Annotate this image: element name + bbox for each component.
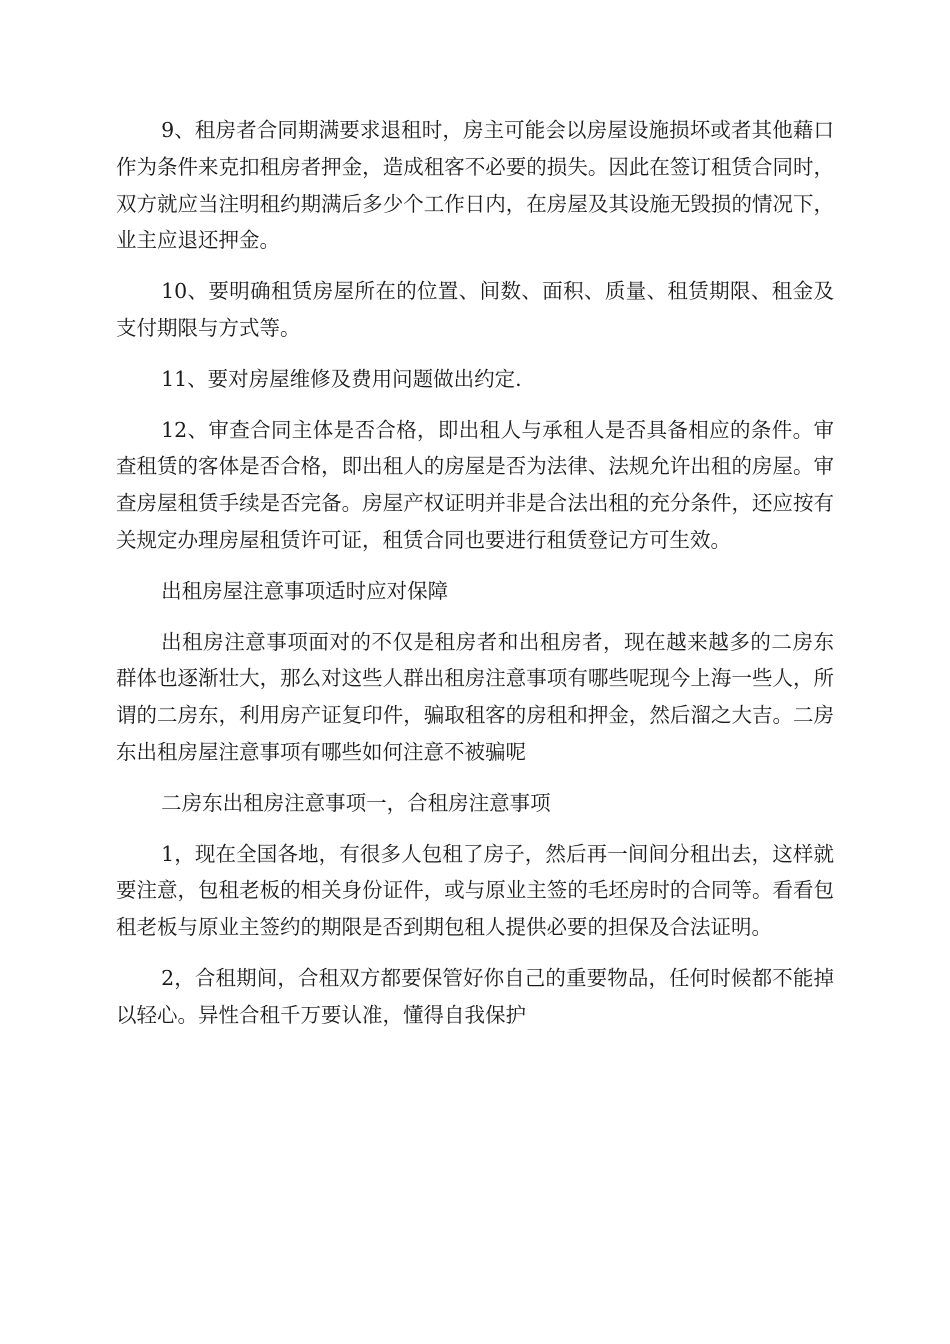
- paragraph-item-12-review: 12、审查合同主体是否合格，即出租人与承租人是否具备相应的条件。审查租赁的客体是否合格，即出租人的房屋是否为法律、法规允许出租的房屋。审查房屋租赁手续是否完备。房屋产权证明并非是合法出租的充分条件，还应按有关规定办理房屋租赁许可证，租赁合同也要进行租赁登记方可生效。: [116, 417, 834, 552]
- paragraph-sublandlord-intro: 出租房注意事项面对的不仅是租房者和出租房者，现在越来越多的二房东群体也逐渐壮大，那么对这些人群出租房注意事项有哪些呢现今上海一些人，所谓的二房东，利用房产证复印件，骗取租客的房租和押金，然后溜之大吉。二房东出租房屋注意事项有哪些如何注意不被骗呢: [116, 629, 834, 764]
- paragraph-item-11-repairs: 11、要对房屋维修及费用问题做出约定.: [161, 366, 522, 391]
- document-body: [116, 112, 834, 1048]
- paragraph-item-10-details: 10、要明确租赁房屋所在的位置、间数、面积、质量、租赁期限、租金及支付期限与方式等。: [116, 279, 834, 340]
- paragraph-point-1: 1，现在全国各地，有很多人包租了房子，然后再一间间分租出去，这样就要注意，包租老板的相关身份证件，或与原业主签的毛坯房时的合同等。看看包租老板与原业主签约的期限是否到期包租人提供必要的担保及合法证明。: [116, 841, 834, 940]
- paragraph-point-2: 2，合租期间，合租双方都要保管好你自己的重要物品，任何时候都不能掉以轻心。异性合租千万要认准，懂得自我保护: [116, 965, 834, 1027]
- section-heading-rental-safeguards: 出租房屋注意事项适时应对保障: [161, 578, 449, 603]
- paragraph-item-9-deposit: 9、租房者合同期满要求退租时，房主可能会以房屋设施损坏或者其他藉口作为条件来克扣租房者押金，造成租客不必要的损失。因此在签订租赁合同时，双方就应当注明租约期满后多少个工作日内，在房屋及其设施无毁损的情况下，业主应退还押金。: [116, 118, 834, 253]
- section-heading-shared-rental: 二房东出租房注意事项一，合租房注意事项: [161, 790, 551, 815]
